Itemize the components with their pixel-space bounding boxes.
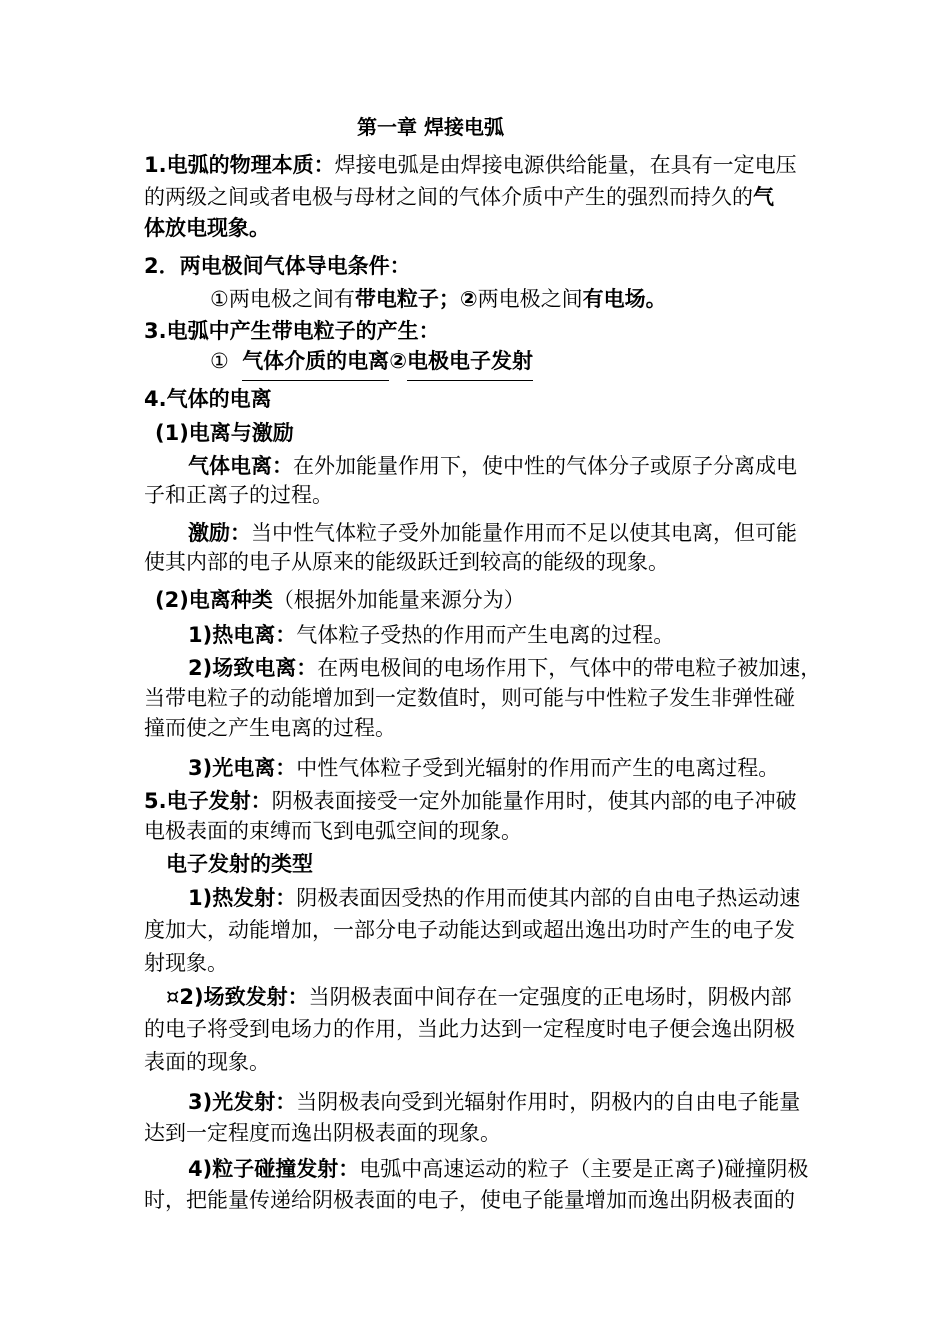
s1-bold-end: 气 (753, 185, 774, 209)
s5-heading: 5.电子发射： (144, 789, 272, 813)
s3-item-1: 气体介质的电离 (242, 346, 389, 381)
s1-heading: 1.电弧的物理本质： (144, 153, 335, 177)
photo-emission-text-1: 当阴极表向受到光辐射作用时，阴极内的自由电子能量 (296, 1090, 801, 1114)
s4-sub-2-title: (2)电离种类 (155, 588, 273, 612)
s1-line-2 (144, 182, 774, 212)
field-ion-term: 2)场致电离： (188, 656, 318, 680)
s3-num-1: ① (210, 349, 229, 373)
ion-line-1 (188, 451, 797, 481)
exc-line-1 (188, 518, 797, 548)
s1-text-2: 的两级之间或者电极与母材之间的气体介质中产生的强烈而持久的 (144, 185, 753, 209)
s1-line-1 (144, 150, 797, 180)
s4-heading: 4.气体的电离 (144, 387, 272, 411)
s2-c2-bold: 有电场。 (582, 287, 667, 311)
field-ion-line-3: 撞而使之产生电离的过程。 (144, 716, 396, 740)
thermal-emission-text-1: 阴极表面因受热的作用而使其内部的自由电子热运动速 (296, 886, 801, 910)
s2-c1: ①两电极之间有 (210, 287, 355, 311)
s4-sub-2 (155, 585, 525, 615)
s2-c1-bold: 带电粒子；② (354, 287, 478, 311)
emission-types-heading: 电子发射的类型 (166, 852, 313, 876)
collision-emission-line-2: 时，把能量传递给阴极表面的电子，使电子能量增加而逸出阴极表面的 (144, 1188, 795, 1212)
photo-emission-line-2: 达到一定程度而逸出阴极表面的现象。 (144, 1121, 501, 1145)
field-emission-line-2: 的电子将受到电场力的作用，当此力达到一定程度时电子便会逸出阴极 (144, 1017, 795, 1041)
collision-emission-text-1: 电弧中高速运动的粒子（主要是正离子)碰撞阴极 (359, 1157, 809, 1181)
photo-ion (188, 753, 779, 783)
s2-heading: 2．两电极间气体导电条件： (144, 254, 411, 278)
collision-emission-line-1 (188, 1154, 808, 1184)
s2-conditions (210, 284, 667, 314)
s4-sub-1: (1)电离与激励 (155, 421, 294, 445)
s1-text-1: 焊接电弧是由焊接电源供给能量，在具有一定电压 (334, 153, 797, 177)
thermal-ion-term: 1)热电离： (188, 623, 297, 647)
field-emission-term: 2)场致发射： (179, 985, 309, 1009)
s5-line-1 (144, 786, 797, 816)
exc-term: 激励： (188, 521, 251, 545)
thermal-emission-line-3: 射现象。 (144, 951, 228, 975)
field-emission-text-1: 当阴极表面中间存在一定强度的正电场时，阴极内部 (308, 985, 792, 1009)
s4-sub-2-note: （根据外加能量来源分为） (272, 588, 525, 612)
chapter-title: 第一章 焊接电弧 (357, 115, 504, 139)
collision-emission-term: 4)粒子碰撞发射： (188, 1157, 360, 1181)
s3-heading: 3.电弧中产生带电粒子的产生： (144, 319, 440, 343)
field-emission-line-3: 表面的现象。 (144, 1050, 270, 1074)
s3-item-2: 电极电子发射 (407, 346, 533, 381)
photo-emission-line-1 (188, 1087, 800, 1117)
photo-emission-term: 3)光发射： (188, 1090, 297, 1114)
thermal-emission-line-1 (188, 883, 800, 913)
s3-num-2: ② (389, 349, 407, 373)
ion-line-2: 子和正离子的过程。 (144, 483, 333, 507)
s5-line-2: 电极表面的束缚而飞到电弧空间的现象。 (144, 819, 522, 843)
photo-ion-term: 3)光电离： (188, 756, 297, 780)
bullet-mark: ¤ (166, 985, 180, 1009)
thermal-ion-text: 气体粒子受热的作用而产生电离的过程。 (296, 623, 675, 647)
field-ion-text-1: 在两电极间的电场作用下，气体中的带电粒子被加速， (317, 656, 822, 680)
thermal-emission-term: 1)热发射： (188, 886, 297, 910)
s3-items (210, 346, 533, 381)
exc-line-2: 使其内部的电子从原来的能级跃迁到较高的能级的现象。 (144, 550, 669, 574)
ion-text-1: 在外加能量作用下，使中性的气体分子或原子分离成电 (293, 454, 797, 478)
s1-line-3: 体放电现象。 (144, 216, 270, 240)
ion-term: 气体电离： (188, 454, 293, 478)
photo-ion-text: 中性气体粒子受到光辐射的作用而产生的电离过程。 (296, 756, 780, 780)
thermal-ion (188, 620, 674, 650)
thermal-emission-line-2: 度加大，动能增加，一部分电子动能达到或超出逸出功时产生的电子发 (144, 918, 795, 942)
s5-text-1: 阴极表面接受一定外加能量作用时，使其内部的电子冲破 (271, 789, 797, 813)
field-ion-line-1 (188, 653, 821, 683)
exc-text-1: 当中性气体粒子受外加能量作用而不足以使其电离，但可能 (251, 521, 797, 545)
s2-c2: 两电极之间 (477, 287, 583, 311)
field-ion-line-2: 当带电粒子的动能增加到一定数值时，则可能与中性粒子发生非弹性碰 (144, 686, 795, 710)
field-emission-line-1 (166, 982, 792, 1012)
